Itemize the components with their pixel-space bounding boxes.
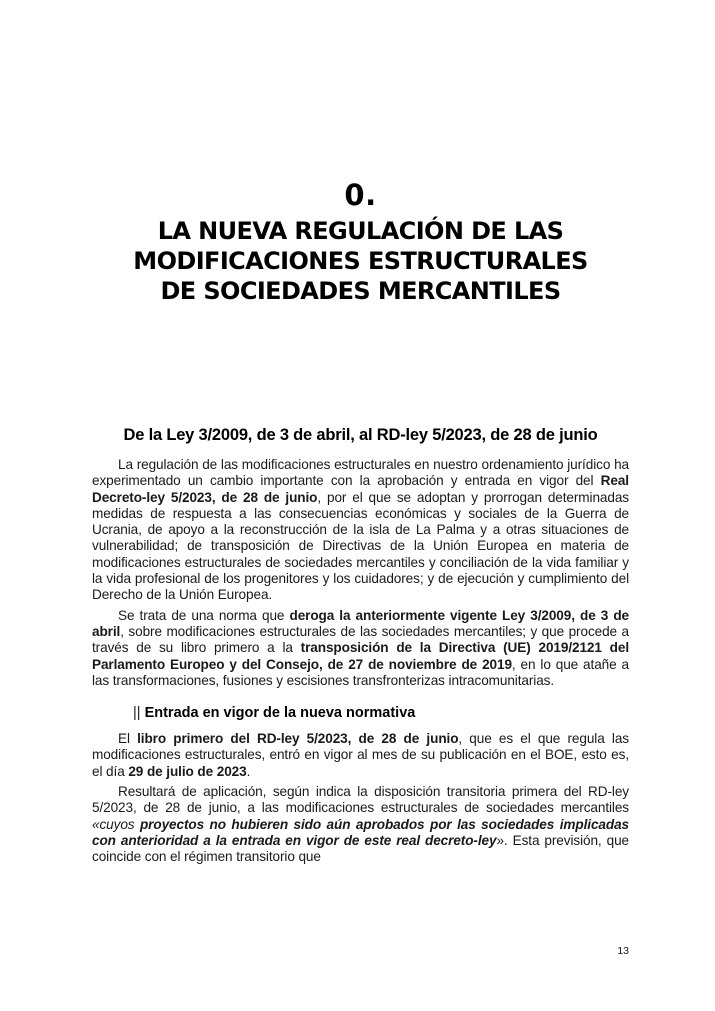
page-content: [92, 0, 629, 870]
subheading: [92, 705, 629, 722]
chapter-number: 0.: [344, 178, 377, 212]
chapter-title: [92, 216, 629, 306]
paragraph: La regulación de las modificaciones estructurales en nuestro ordenamiento jurídico ha experimentado un cambio importante con la aprobación y entrada en vigor del Real Decreto-ley 5/2023, de 28 de junio, por el que se adoptan y prorrogan determinadas medidas de respuesta a las consecuencias económicas y sociales de la Guerra de Ucrania, de apoyo a la reconstrucción de la isla de La Palma y a otras situaciones de vulnerabilidad; de transposición de Directivas de la Unión Europea en materia de modificaciones estructurales de sociedades mercantiles y conciliación de la vida familiar y la vida profesional de los progenitores y los cuidadores; y de ejecución y cumplimiento del Derecho de la Unión Europea.: [92, 457, 629, 603]
paragraph: Se trata de una norma que deroga la anteriormente vigente Ley 3/2009, de 3 de abril, sobre modificaciones estructurales de las sociedades mercantiles; y que procede a través de su libro primero a la transposición de la Directiva (UE) 2019/2121 del Parlamento Europeo y del Consejo, de 27 de noviembre de 2019, en lo que atañe a las transformaciones, fusiones y escisiones transfronterizas intracomunitarias.: [92, 607, 630, 688]
chapter-title-line: DE SOCIEDADES MERCANTILES: [160, 277, 561, 305]
page-number: 13: [617, 945, 629, 957]
subheading-marker: ||: [133, 705, 141, 722]
subheading-label: Entrada en vigor de la nueva normativa: [144, 705, 416, 722]
chapter-title-line: LA NUEVA REGULACIÓN DE LAS: [157, 217, 564, 245]
paragraph: Resultará de aplicación, según indica la disposición transitoria primera del RD-ley 5/2023, de 28 de junio, a las modificaciones estructurales de sociedades mercantiles «cuyos proyectos no hubieren sido aún aprobados por las sociedades implicadas con anterioridad a la entrada en vigor de este real decreto-ley». Esta previsión, que coincide con el régimen transitorio que: [92, 784, 629, 865]
body-text: [92, 457, 629, 866]
section-heading: De la Ley 3/2009, de 3 de abril, al RD-ley 5/2023, de 28 de junio: [123, 426, 598, 444]
chapter-title-line: MODIFICACIONES ESTRUCTURALES: [133, 247, 588, 275]
paragraph: El libro primero del RD-ley 5/2023, de 28 de junio, que es el que regula las modificaciones estructurales, entró en vigor al mes de su publicación en el BOE, esto es, el día 29 de julio de 2023.: [92, 731, 629, 779]
